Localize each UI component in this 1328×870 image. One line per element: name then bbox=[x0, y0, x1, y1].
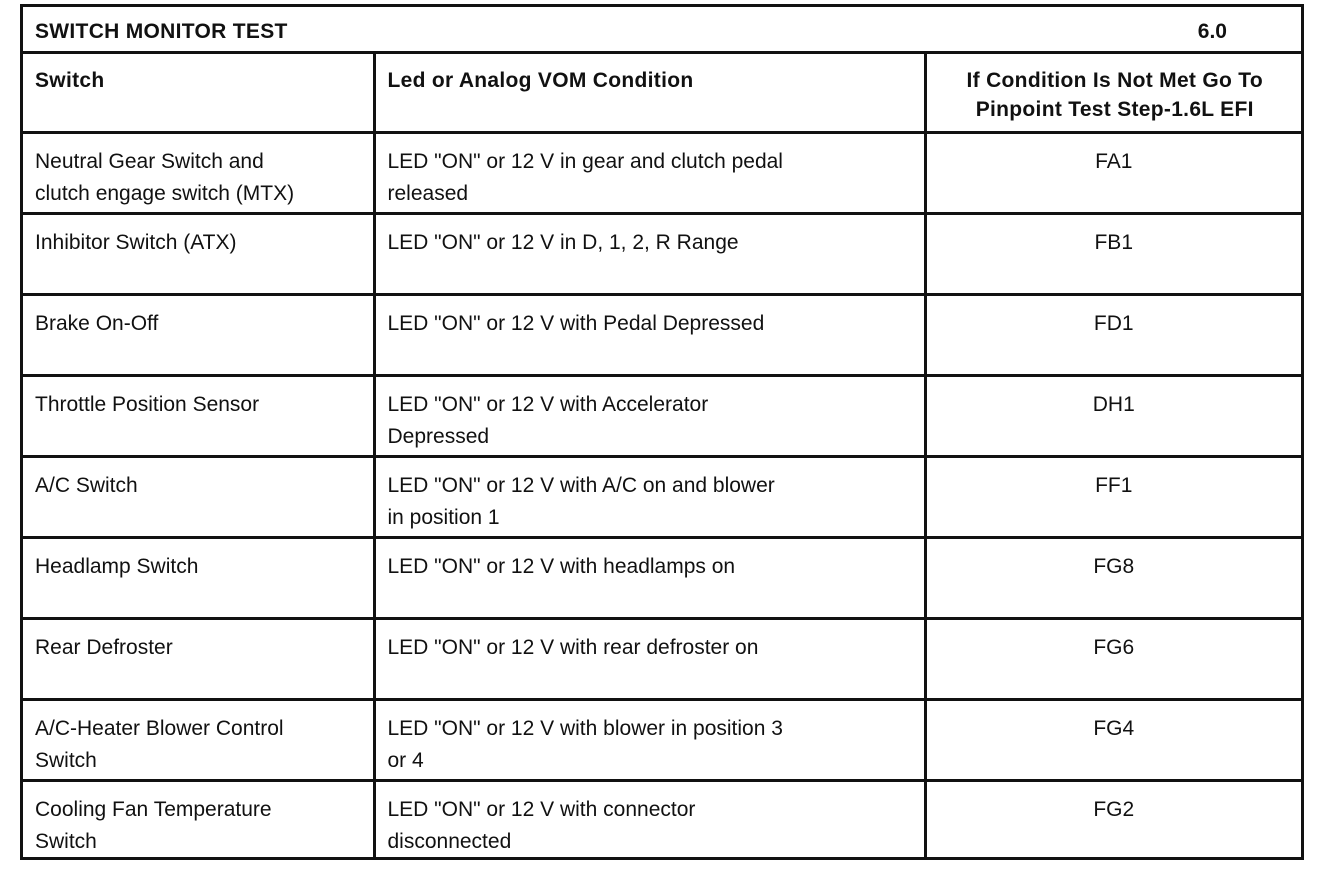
pinpoint-test-cell-line: FB1 bbox=[1094, 230, 1133, 254]
condition-cell-line: LED "ON" or 12 V in D, 1, 2, R Range bbox=[387, 230, 739, 254]
pinpoint-test-cell-line: FF1 bbox=[1095, 473, 1133, 497]
condition-cell-line: released bbox=[387, 181, 469, 205]
switch-cell-line: Inhibitor Switch (ATX) bbox=[35, 230, 237, 254]
condition-cell bbox=[374, 618, 925, 699]
section-number: 6.0 bbox=[1197, 20, 1227, 43]
condition-cell-line: LED "ON" or 12 V with A/C on and blower bbox=[387, 473, 775, 497]
switch-cell-line: A/C Switch bbox=[35, 473, 138, 497]
pinpoint-test-cell bbox=[925, 294, 1301, 375]
switch-cell-line: Cooling Fan Temperature bbox=[35, 797, 272, 821]
column-header-condition: Led or Analog VOM Condition bbox=[374, 54, 925, 132]
condition-cell bbox=[374, 780, 925, 860]
switch-cell-line: Switch bbox=[35, 829, 97, 853]
condition-cell-line: LED "ON" or 12 V with connector bbox=[387, 797, 696, 821]
switch-cell-line: Headlamp Switch bbox=[35, 554, 199, 578]
condition-cell bbox=[374, 294, 925, 375]
condition-cell-line: or 4 bbox=[387, 748, 424, 772]
condition-cell-line: LED "ON" or 12 V with rear defroster on bbox=[387, 635, 759, 659]
pinpoint-test-cell-line: FG4 bbox=[1093, 716, 1135, 740]
condition-cell-line: LED "ON" or 12 V with Pedal Depressed bbox=[387, 311, 765, 335]
pinpoint-test-cell-line: FD1 bbox=[1093, 311, 1134, 335]
switch-cell-line: Rear Defroster bbox=[35, 635, 173, 659]
column-header-goto-line1: If Condition Is Not Met Go To bbox=[966, 69, 1263, 92]
table-row bbox=[23, 618, 1301, 699]
pinpoint-test-cell-line: FG6 bbox=[1093, 635, 1135, 659]
condition-cell bbox=[374, 699, 925, 780]
switch-cell-line: Brake On-Off bbox=[35, 311, 159, 335]
table-row bbox=[23, 456, 1301, 537]
title-row bbox=[23, 7, 1301, 54]
table-row bbox=[23, 537, 1301, 618]
switch-cell-line: clutch engage switch (MTX) bbox=[35, 181, 295, 205]
column-header-switch: Switch bbox=[23, 54, 374, 132]
switch-cell bbox=[23, 294, 374, 375]
table-row bbox=[23, 213, 1301, 294]
table-row bbox=[23, 699, 1301, 780]
condition-cell-line: LED "ON" or 12 V in gear and clutch pedal bbox=[387, 149, 783, 173]
switch-monitor-test-table bbox=[20, 4, 1304, 860]
table-row bbox=[23, 375, 1301, 456]
switch-cell bbox=[23, 375, 374, 456]
header-row bbox=[23, 54, 1301, 132]
switch-cell bbox=[23, 537, 374, 618]
table-row bbox=[23, 132, 1301, 213]
switch-cell bbox=[23, 780, 374, 860]
condition-cell bbox=[374, 456, 925, 537]
column-header-goto-line2: Pinpoint Test Step-1.6L EFI bbox=[975, 98, 1254, 121]
condition-cell-line: LED "ON" or 12 V with Accelerator bbox=[387, 392, 709, 416]
pinpoint-test-cell bbox=[925, 132, 1301, 213]
condition-cell bbox=[374, 375, 925, 456]
switch-cell-line: Switch bbox=[35, 748, 97, 772]
data-grid bbox=[23, 54, 1301, 860]
column-header-goto bbox=[925, 54, 1301, 132]
switch-cell bbox=[23, 699, 374, 780]
table-row bbox=[23, 294, 1301, 375]
pinpoint-test-cell bbox=[925, 213, 1301, 294]
switch-cell bbox=[23, 213, 374, 294]
pinpoint-test-cell-line: FA1 bbox=[1095, 149, 1133, 173]
switch-cell bbox=[23, 618, 374, 699]
pinpoint-test-cell-line: DH1 bbox=[1092, 392, 1135, 416]
condition-cell-line: disconnected bbox=[387, 829, 512, 853]
pinpoint-test-cell bbox=[925, 375, 1301, 456]
pinpoint-test-cell-line: FG8 bbox=[1093, 554, 1135, 578]
condition-cell bbox=[374, 132, 925, 213]
switch-cell bbox=[23, 456, 374, 537]
table-row bbox=[23, 780, 1301, 860]
condition-cell-line: in position 1 bbox=[387, 505, 500, 529]
condition-cell bbox=[374, 213, 925, 294]
pinpoint-test-cell-line: FG2 bbox=[1093, 797, 1135, 821]
switch-cell bbox=[23, 132, 374, 213]
condition-cell-line: Depressed bbox=[387, 424, 490, 448]
switch-cell-line: Throttle Position Sensor bbox=[35, 392, 260, 416]
pinpoint-test-cell bbox=[925, 699, 1301, 780]
switch-cell-line: Neutral Gear Switch and bbox=[35, 149, 264, 173]
condition-cell-line: LED "ON" or 12 V with blower in position 3 bbox=[387, 716, 783, 740]
pinpoint-test-cell bbox=[925, 780, 1301, 860]
pinpoint-test-cell bbox=[925, 456, 1301, 537]
condition-cell-line: LED "ON" or 12 V with headlamps on bbox=[387, 554, 736, 578]
condition-cell bbox=[374, 537, 925, 618]
pinpoint-test-cell bbox=[925, 618, 1301, 699]
switch-cell-line: A/C-Heater Blower Control bbox=[35, 716, 284, 740]
table-title: SWITCH MONITOR TEST bbox=[35, 20, 288, 43]
pinpoint-test-cell bbox=[925, 537, 1301, 618]
